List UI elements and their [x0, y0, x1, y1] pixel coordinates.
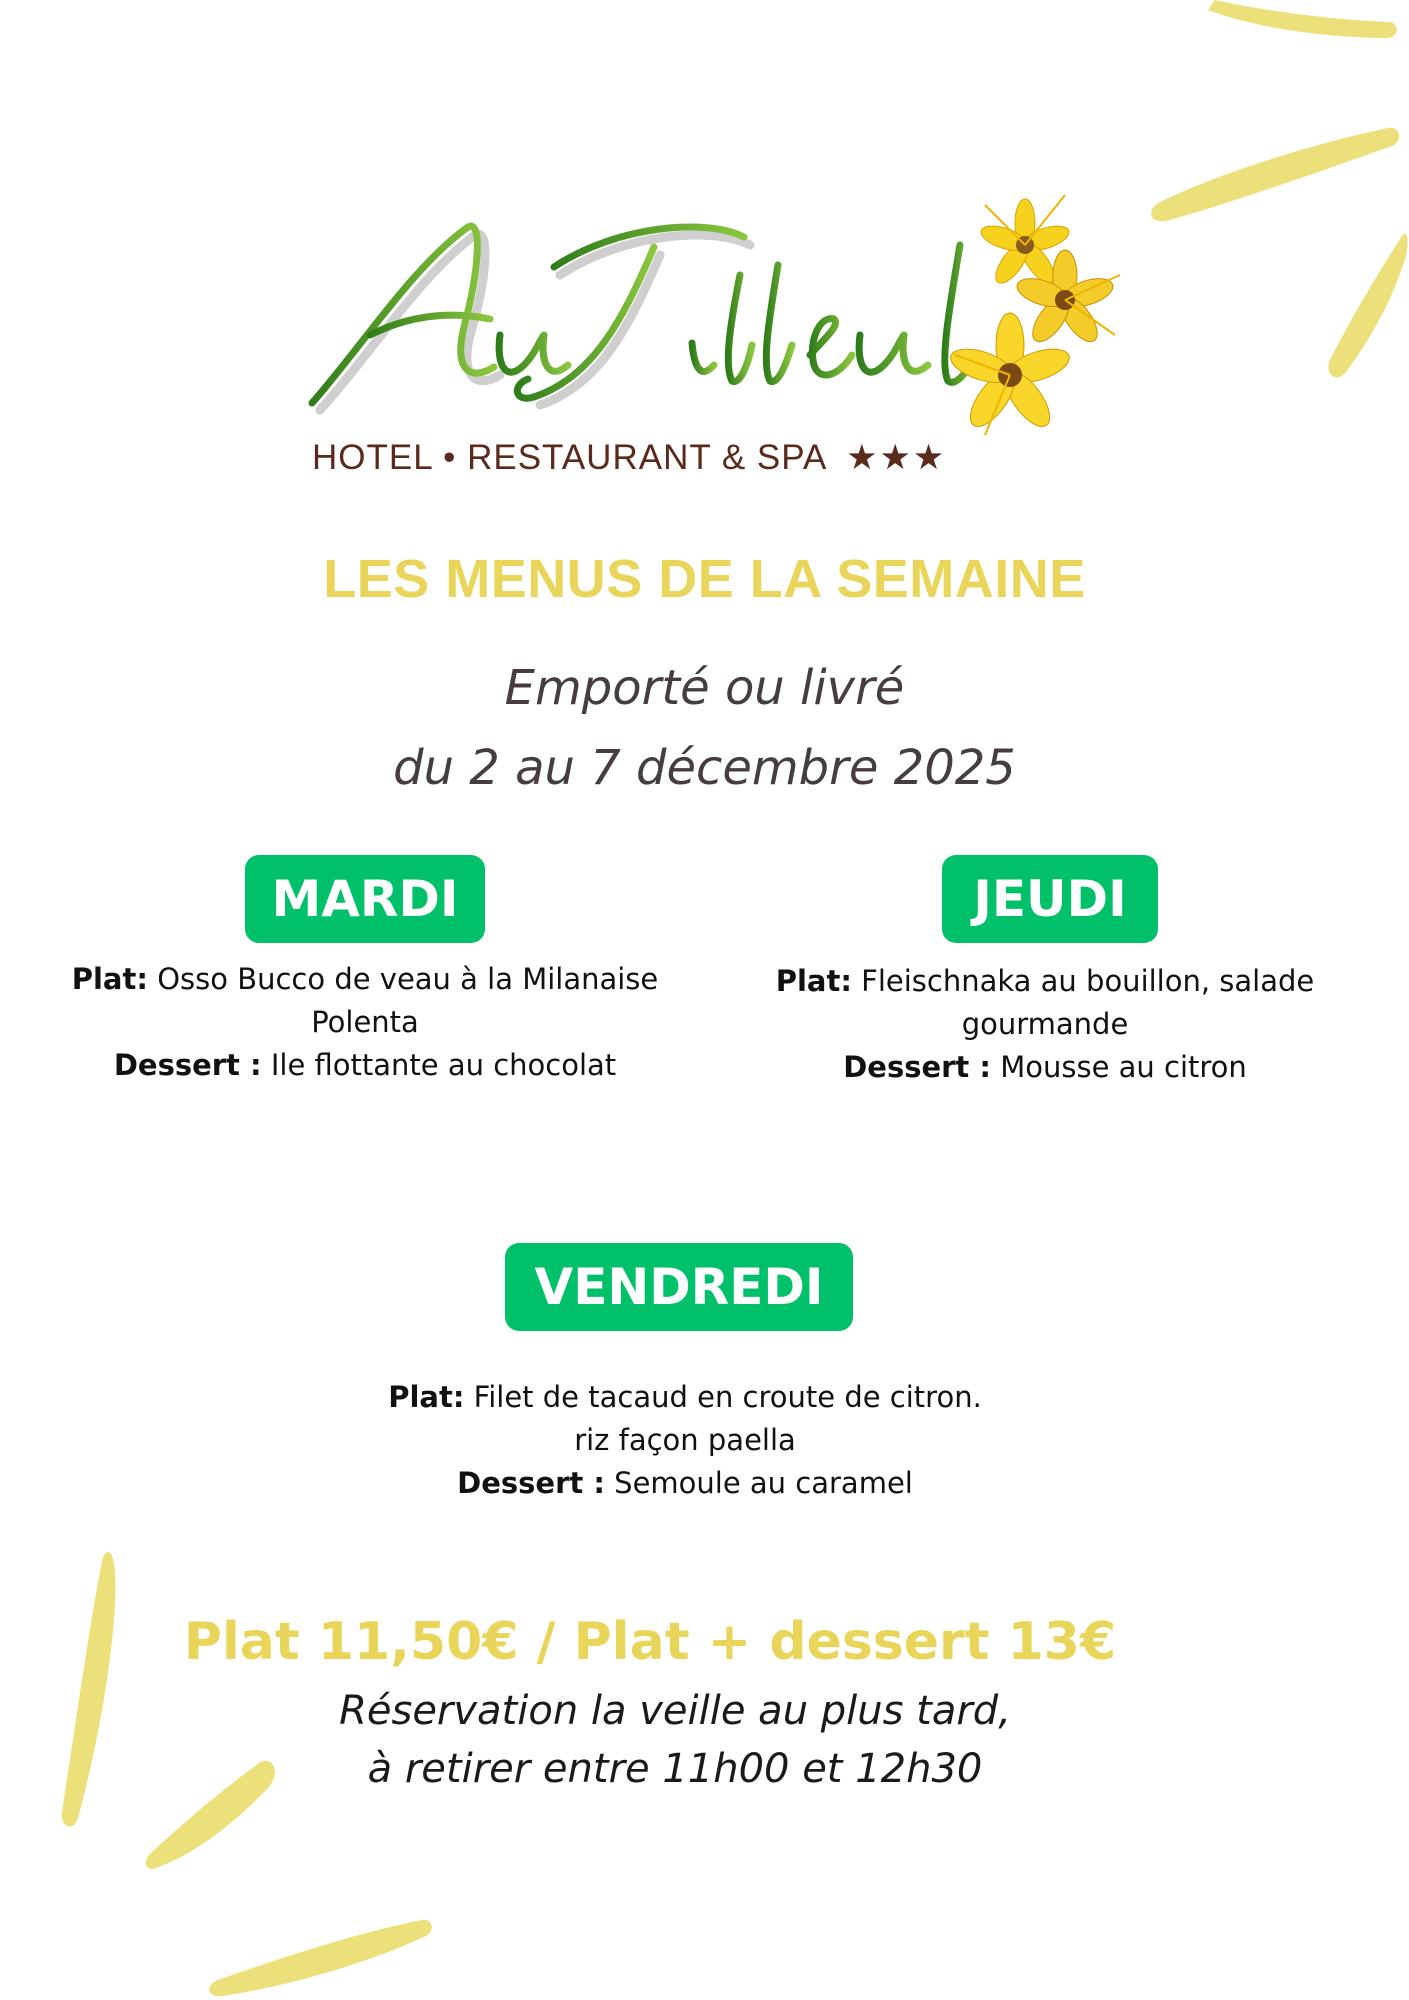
dessert-text: Semoule au caramel	[614, 1466, 913, 1500]
petal-top-right-1	[1208, 0, 1397, 38]
dessert-label: Dessert :	[113, 1048, 262, 1082]
menu-jeudi	[720, 960, 1370, 1089]
dessert-line	[330, 1462, 1040, 1505]
plat-line-2: riz façon paella	[574, 1423, 796, 1457]
petal-bottom-left-3	[209, 1920, 432, 1996]
plat-label: Plat:	[71, 962, 148, 996]
petal-top-right-3	[1328, 234, 1407, 378]
plat-line-2: gourmande	[961, 1007, 1129, 1041]
dessert-text: Ile flottante au chocolat	[270, 1048, 617, 1082]
plat-line-2: Polenta	[311, 1005, 419, 1039]
dessert-label: Dessert :	[457, 1466, 605, 1500]
logo-script-image	[300, 215, 1000, 435]
plat-label: Plat:	[388, 1380, 465, 1414]
price-line: Plat 11,50€ / Plat + dessert 13€	[183, 1612, 1117, 1672]
menu-vendredi	[330, 1376, 1040, 1505]
day-badge-jeudi: JEUDI	[942, 855, 1158, 943]
menu-mardi	[40, 958, 690, 1087]
page-title: LES MENUS DE LA SEMAINE	[323, 549, 1086, 609]
plat-label: Plat:	[775, 964, 852, 998]
dessert-text: Mousse au citron	[1000, 1050, 1247, 1084]
petal-top-right-2	[1151, 128, 1399, 222]
subtitle-line-2: du 2 au 7 décembre 2025	[393, 740, 1016, 796]
plat-line	[720, 960, 1370, 1003]
plat-line	[40, 958, 690, 1001]
dessert-line	[720, 1046, 1370, 1089]
logo-tagline	[312, 438, 946, 478]
plat-text: Filet de tacaud en croute de citron.	[473, 1380, 982, 1414]
subtitle-line-1: Emporté ou livré	[504, 660, 905, 716]
reservation-line-1: Réservation la veille au plus tard,	[339, 1688, 1011, 1734]
plat-text: Osso Bucco de veau à la Milanaise	[157, 962, 659, 996]
dessert-line	[40, 1044, 690, 1087]
plat-text: Fleischnaka au bouillon, salade	[861, 964, 1315, 998]
tagline-text: HOTEL • RESTAURANT & SPA	[312, 438, 826, 477]
day-badge-mardi: MARDI	[245, 855, 485, 943]
day-badge-vendredi: VENDREDI	[505, 1243, 853, 1331]
star-rating: ★★★	[846, 438, 947, 477]
dessert-label: Dessert :	[843, 1050, 991, 1084]
reservation-line-2: à retirer entre 11h00 et 12h30	[367, 1746, 983, 1792]
linden-flower-icon	[915, 185, 1135, 475]
plat-line	[330, 1376, 1040, 1419]
